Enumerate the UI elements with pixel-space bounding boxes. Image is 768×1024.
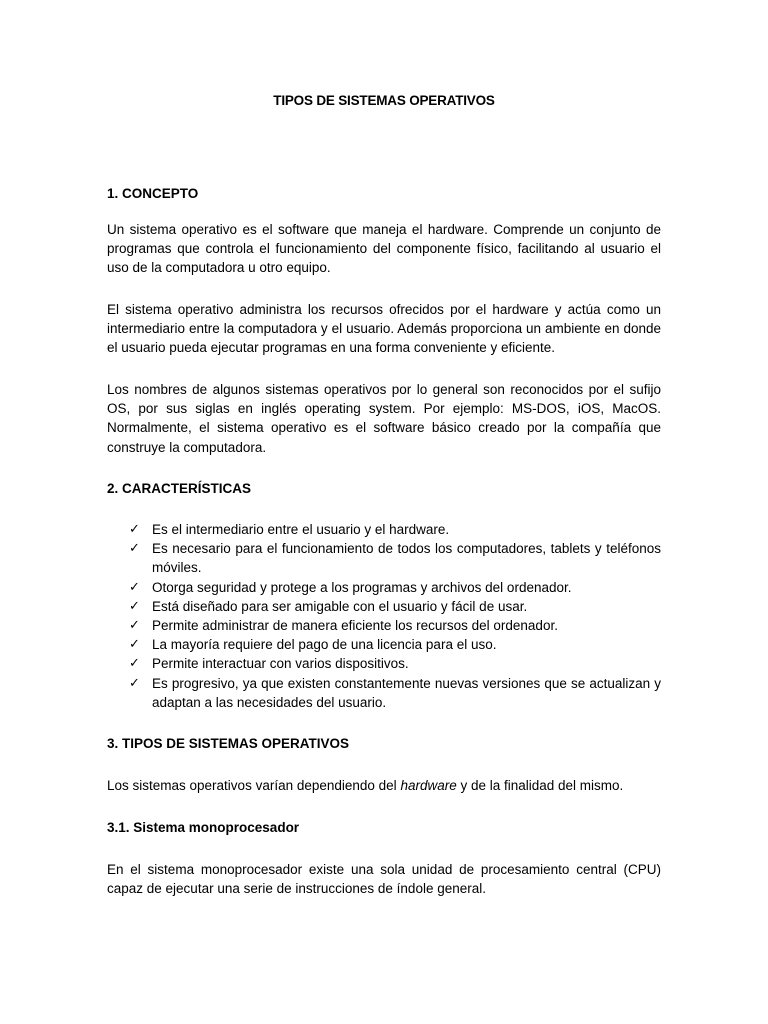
checkmark-icon: ✓	[129, 541, 140, 557]
list-item	[107, 654, 661, 673]
paragraph-concepto-2: El sistema operativo administra los recursos ofrecidos por el hardware y actúa como un intermediario entre la computadora y el usuario. Además proporciona un ambiente en donde el usuario pueda ejecutar programas en una forma conveniente y eficiente.	[107, 302, 661, 356]
section-heading-concepto: 1. CONCEPTO	[107, 186, 199, 201]
list-item	[107, 674, 661, 712]
section-heading-tipos: 3. TIPOS DE SISTEMAS OPERATIVOS	[107, 736, 350, 751]
list-item	[107, 578, 661, 597]
list-item-text: Otorga seguridad y protege a los programas y archivos del ordenador.	[152, 579, 572, 595]
list-item-text: Es necesario para el funcionamiento de todos los computadores, tablets y teléfonos móviles.	[152, 541, 661, 576]
list-item	[107, 616, 661, 635]
checkmark-icon: ✓	[129, 618, 140, 634]
list-item	[107, 520, 661, 539]
section-heading-caracteristicas: 2. CARACTERÍSTICAS	[107, 481, 252, 496]
list-item-text: La mayoría requiere del pago de una licencia para el uso.	[152, 637, 497, 653]
checkmark-icon: ✓	[129, 522, 140, 537]
list-item-text: Está diseñado para ser amigable con el usuario y fácil de usar.	[152, 598, 528, 614]
list-item-text: Es progresivo, ya que existen constantemente nuevas versiones que se actualizan y adaptan a las necesidades del usuario.	[152, 675, 661, 710]
checkmark-icon: ✓	[129, 579, 140, 595]
checkmark-icon: ✓	[129, 675, 140, 691]
document-title: TIPOS DE SISTEMAS OPERATIVOS	[273, 93, 495, 108]
list-item-text: Permite interactuar con varios dispositivos.	[152, 656, 409, 672]
paragraph-concepto-1: Un sistema operativo es el software que maneja el hardware. Comprende un conjunto de programas que controla el funcionamiento del componente físico, facilitando al usuario el uso de la computadora u otro equipo.	[107, 222, 661, 276]
checkmark-icon: ✓	[129, 637, 140, 653]
intro-text-before: Los sistemas operativos varían dependiendo del	[107, 778, 401, 793]
list-item-text: Es el intermediario entre el usuario y el hardware.	[152, 522, 450, 537]
list-item	[107, 597, 661, 616]
list-item	[107, 539, 661, 577]
checkmark-icon: ✓	[129, 656, 140, 672]
paragraph-tipos-intro	[107, 776, 661, 795]
intro-text-after: y de la finalidad del mismo.	[456, 778, 624, 793]
checkmark-icon: ✓	[129, 598, 140, 614]
subsection-heading-monoprocesador: 3.1. Sistema monoprocesador	[107, 820, 300, 835]
list-item-text: Permite administrar de manera eficiente los recursos del ordenador.	[152, 618, 558, 634]
intro-text-italic: hardware	[400, 778, 457, 793]
characteristics-list	[107, 520, 661, 712]
paragraph-concepto-3: Los nombres de algunos sistemas operativos por lo general son reconocidos por el sufijo OS, por sus siglas en inglés operating system. Por ejemplo: MS-DOS, iOS, MacOS. Normalmente, el sistema operativo es el software básico creado por la compañía que construye la computadora.	[107, 382, 661, 455]
paragraph-monoprocesador: En el sistema monoprocesador existe una sola unidad de procesamiento central (CPU) capaz de ejecutar una serie de instrucciones de índole general.	[107, 862, 661, 897]
list-item	[107, 635, 661, 654]
